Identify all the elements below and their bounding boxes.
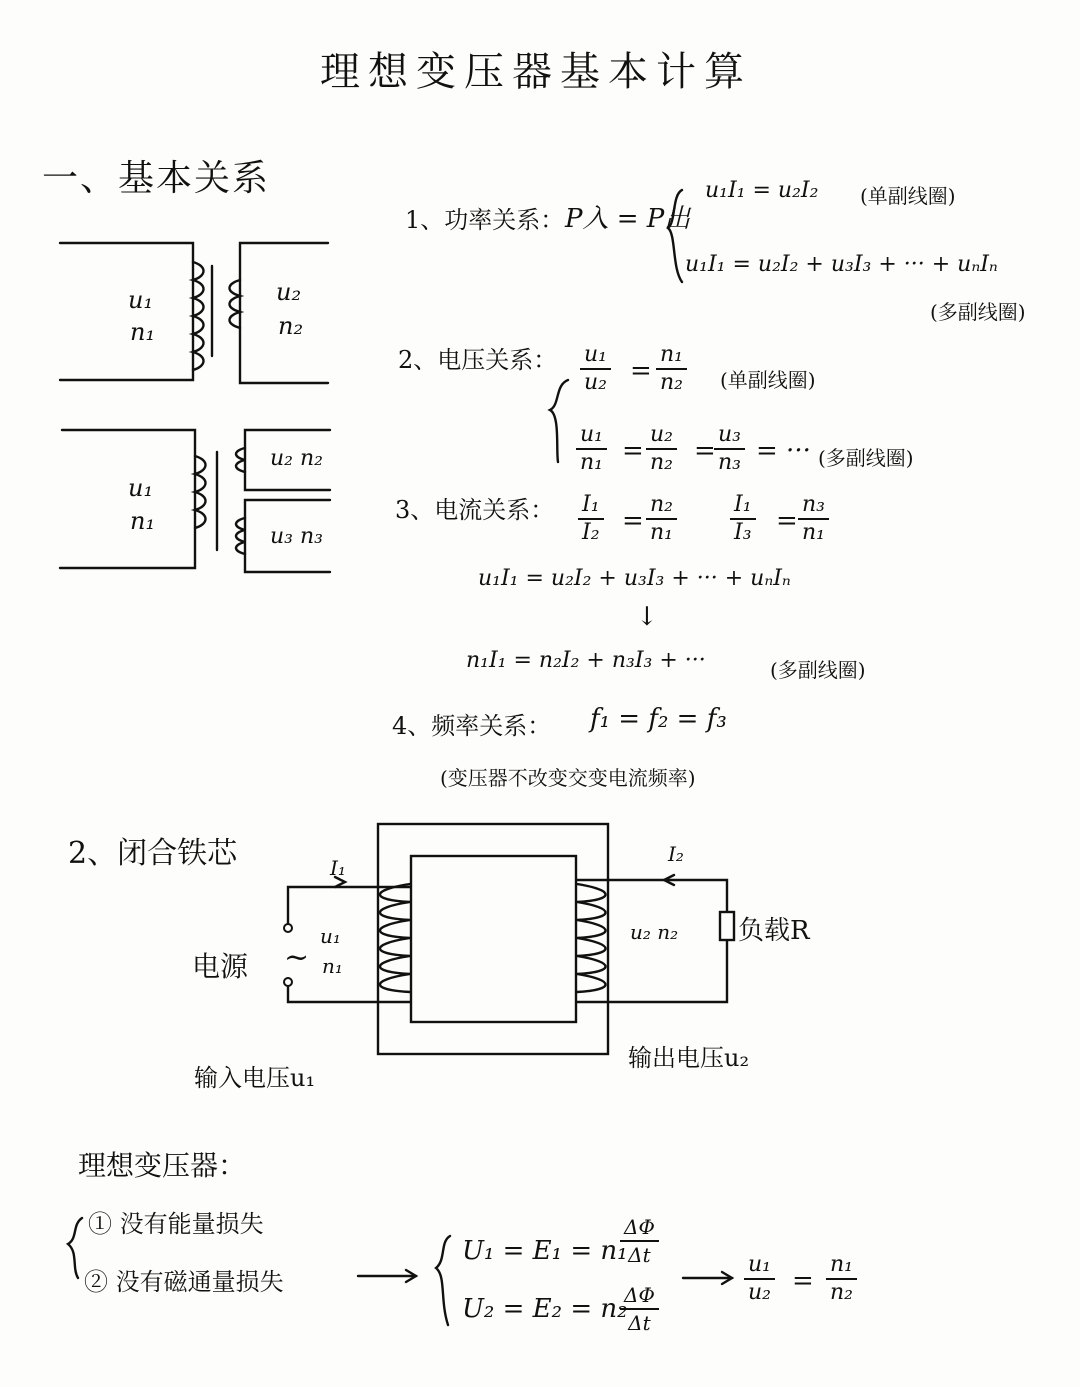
section-core-heading: 2、闭合铁芯 [68,836,238,871]
voltage-single-note: (单副线圈) [720,368,816,392]
ac-source-icon: ~ [284,940,310,975]
current-line2: n₁I₁ = n₂I₂ + n₃I₃ + ··· [466,648,706,673]
power-multi-eq: u₁I₁ = u₂I₂ + u₃I₃ + ··· + uₙIₙ [685,252,998,277]
load-label: 负载R [738,916,810,946]
ideal-e2-eq: U₂ = E₂ = n₂ [462,1294,628,1324]
current-frac-d: $\frac{\text{n₃}}{\text{n₁}}$ [798,492,829,546]
voltage-eq-sign: = [630,356,652,386]
input-voltage-label: 输入电压u₁ [194,1064,316,1092]
voltage-multi-frac1: $\frac{\text{u₁}}{\text{n₁}}$ [576,422,607,476]
power-multi-note: (多副线圈) [930,300,1026,324]
ideal-e2-frac: $\frac{\Delta\Phi}{\Delta t}$ [620,1282,659,1336]
current-arrow: ↓ [636,602,658,632]
current-label: 3、电流关系： [395,496,555,524]
core-n1: n₁ [322,954,343,978]
voltage-multi-note: (多副线圈) [818,446,914,470]
d1-primary-voltage: u₁ [128,286,154,314]
voltage-brace [550,380,568,462]
ideal-e1-frac: $\frac{\Delta\Phi}{\Delta t}$ [620,1214,659,1268]
frequency-label: 4、频率关系： [392,712,552,740]
voltage-multi-frac2: $\frac{\text{u₂}}{\text{n₂}}$ [646,422,677,476]
current-i2-label: I₂ [668,842,684,866]
ideal-ratio-n: $\frac{\text{n₁}}{\text{n₂}}$ [826,1252,857,1306]
voltage-multi-frac3: $\frac{\text{u₃}}{\text{n₃}}$ [714,422,745,476]
power-main-eq: P入 = P出 [565,204,691,234]
voltage-frac-u: $\frac{\text{u₁}}{\text{u₂}}$ [580,342,611,396]
current-eq1: = [622,506,644,536]
power-source-label: 电源 [192,950,249,983]
ideal-conditions-brace [68,1218,82,1278]
voltage-multi-ellipsis: = ··· [756,436,811,466]
core-u1: u₁ [320,924,341,948]
ideal-condition-1: ① 没有能量损失 [88,1210,264,1238]
core-u2n2: u₂ n₂ [630,920,679,944]
ideal-eq-brace [436,1236,450,1325]
current-line1: u₁I₁ = u₂I₂ + u₃I₃ + ··· + uₙIₙ [478,566,791,591]
voltage-multi-eq2: = [694,436,716,466]
frequency-eq: f₁ = f₂ = f₃ [590,704,727,734]
d2-secondary1-label: u₂ n₂ [270,446,323,471]
ideal-heading: 理想变压器： [78,1149,247,1182]
ideal-ratio-eq: = [792,1266,814,1296]
d1-secondary-voltage: u₂ [276,278,302,306]
power-single-note: (单副线圈) [860,184,956,208]
power-label: 1、功率关系： [405,206,565,234]
current-i1-label: I₁ [330,856,346,880]
current-frac-b: $\frac{\text{n₂}}{\text{n₁}}$ [646,492,677,546]
section-basic-heading: 一、基本关系 [42,158,271,199]
current-eq2: = [776,506,798,536]
voltage-frac-n: $\frac{\text{n₁}}{\text{n₂}}$ [656,342,687,396]
frequency-note: (变压器不改变交变电流频率) [440,766,696,790]
d2-secondary2-label: u₃ n₃ [270,524,323,549]
ideal-e1-eq: U₁ = E₁ = n₁ [462,1236,628,1266]
d2-primary-turns: n₁ [130,507,156,535]
d2-primary-voltage: u₁ [128,474,154,502]
d1-primary-turns: n₁ [130,318,156,346]
current-line2-note: (多副线圈) [770,658,866,682]
d1-secondary-turns: n₂ [278,312,304,340]
output-voltage-label: 输出电压u₂ [628,1044,750,1072]
voltage-label: 2、电压关系： [398,346,558,374]
ideal-ratio-u: $\frac{\text{u₁}}{\text{u₂}}$ [744,1252,775,1306]
current-frac-c: $\frac{\text{I₁}}{\text{I₃}}$ [730,492,756,546]
voltage-multi-eq1: = [622,436,644,466]
ideal-condition-2: ② 没有磁通量损失 [84,1268,284,1296]
page-title: 理想变压器基本计算 [320,49,752,95]
power-single-eq: u₁I₁ = u₂I₂ [705,178,819,203]
current-frac-a: $\frac{\text{I₁}}{\text{I₂}}$ [578,492,604,546]
